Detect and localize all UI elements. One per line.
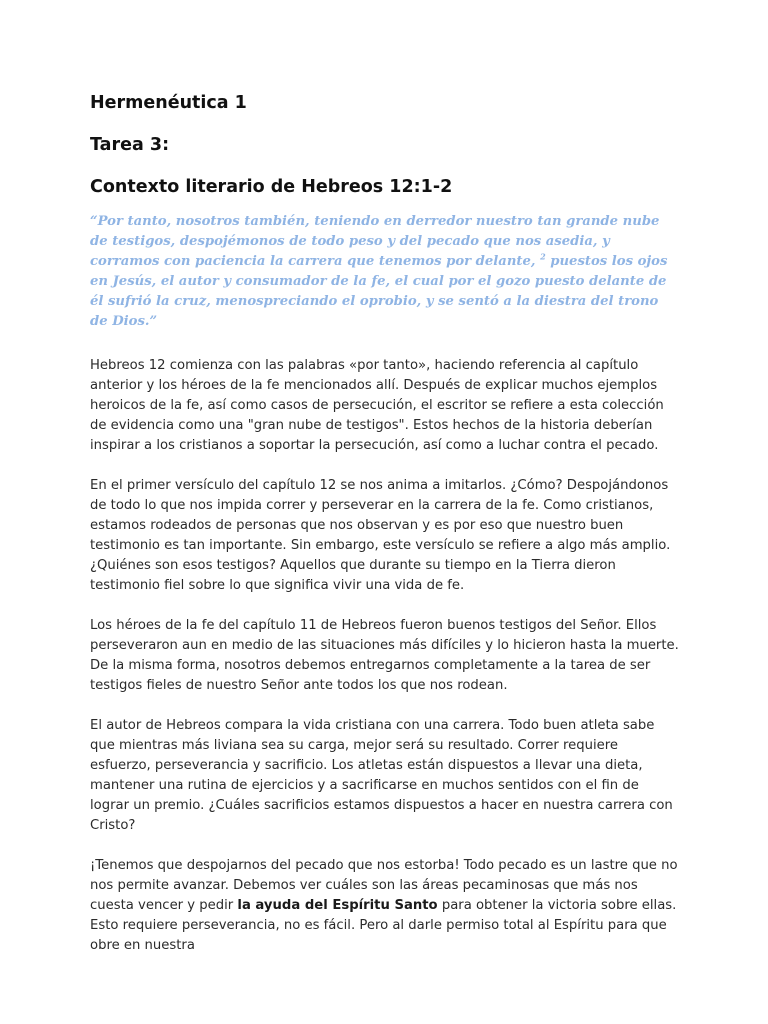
quote-part-1: “Por tanto, nosotros también, teniendo en derredor nuestro tan grande nube de testigos, despojémonos de todo peso y del pecado que nos asedia, y corramos con paciencia la carrera que tenemos por delante, — [90, 214, 660, 269]
paragraph-2: En el primer versículo del capítulo 12 se nos anima a imitarlos. ¿Cómo? Despojándonos de todo lo que nos impida correr y perseverar en la carrera de la fe. Como cristianos, estamos rodeados de personas que nos observan y es por eso que nuestro buen testimonio es tan importante. Sin embargo, este versículo se refiere a algo más amplio. ¿Quiénes son esos testigos? Aquellos que durante su tiempo en la Tierra dieron testimonio fiel sobre lo que significa vivir una vida de fe. — [90, 478, 671, 593]
holy-spirit-emphasis: la ayuda del Espíritu Santo — [237, 898, 438, 913]
paragraph-5 — [90, 856, 680, 956]
task-title: Tarea 3: — [90, 135, 170, 155]
quote-part-2: puestos los ojos en Jesús, el autor y consumador de la fe, el cual por el gozo puesto delante de él sufrió la cruz, menospreciando el oprobio, y se sentó a la diestra del trono de Dios.” — [90, 254, 668, 329]
paragraph-5-text-start: ¡Tenemos que despojarnos del pecado que nos estorba! Todo pecado es un lastre que no nos permite avanzar. Debemos ver cuáles son las áreas pecaminosas que más nos cuesta vencer y pedir — [90, 858, 678, 913]
verse-number: 2 — [540, 251, 546, 262]
paragraph-5-text-end: para obtener la victoria sobre ellas. Esto requiere perseverancia, no es fácil. Pero al darle permiso total al Espíritu para que obre en nuestra — [90, 898, 677, 953]
document-content — [90, 92, 690, 976]
scripture-quote — [90, 212, 670, 332]
paragraph-3: Los héroes de la fe del capítulo 11 de Hebreos fueron buenos testigos del Señor. Ellos perseveraron aun en medio de las situaciones más difíciles y lo hicieron hasta la muerte. De la misma forma, nosotros debemos entregarnos completamente a la tarea de ser testigos fieles de nuestro Señor ante todos los que nos rodean. — [90, 618, 679, 693]
paragraph-4: El autor de Hebreos compara la vida cristiana con una carrera. Todo buen atleta sabe que mientras más liviana sea su carga, mejor será su resultado. Correr requiere esfuerzo, perseverancia y sacrificio. Los atletas están dispuestos a llevar una dieta, mantener una rutina de ejercicios y a sacrificarse en muchos sentidos con el fin de lograr un premio. ¿Cuáles sacrificios estamos dispuestos a hacer en nuestra carrera con Cristo? — [90, 718, 673, 833]
course-title: Hermenéutica 1 — [90, 93, 247, 113]
section-title: Contexto literario de Hebreos 12:1-2 — [90, 177, 453, 197]
paragraph-1: Hebreos 12 comienza con las palabras «por tanto», haciendo referencia al capítulo anterior y los héroes de la fe mencionados allí. Después de explicar muchos ejemplos heroicos de la fe, así como casos de persecución, el escritor se refiere a esta colección de evidencia como una "gran nube de testigos". Estos hechos de la historia deberían inspirar a los cristianos a soportar la persecución, así como a luchar contra el pecado. — [90, 358, 664, 453]
